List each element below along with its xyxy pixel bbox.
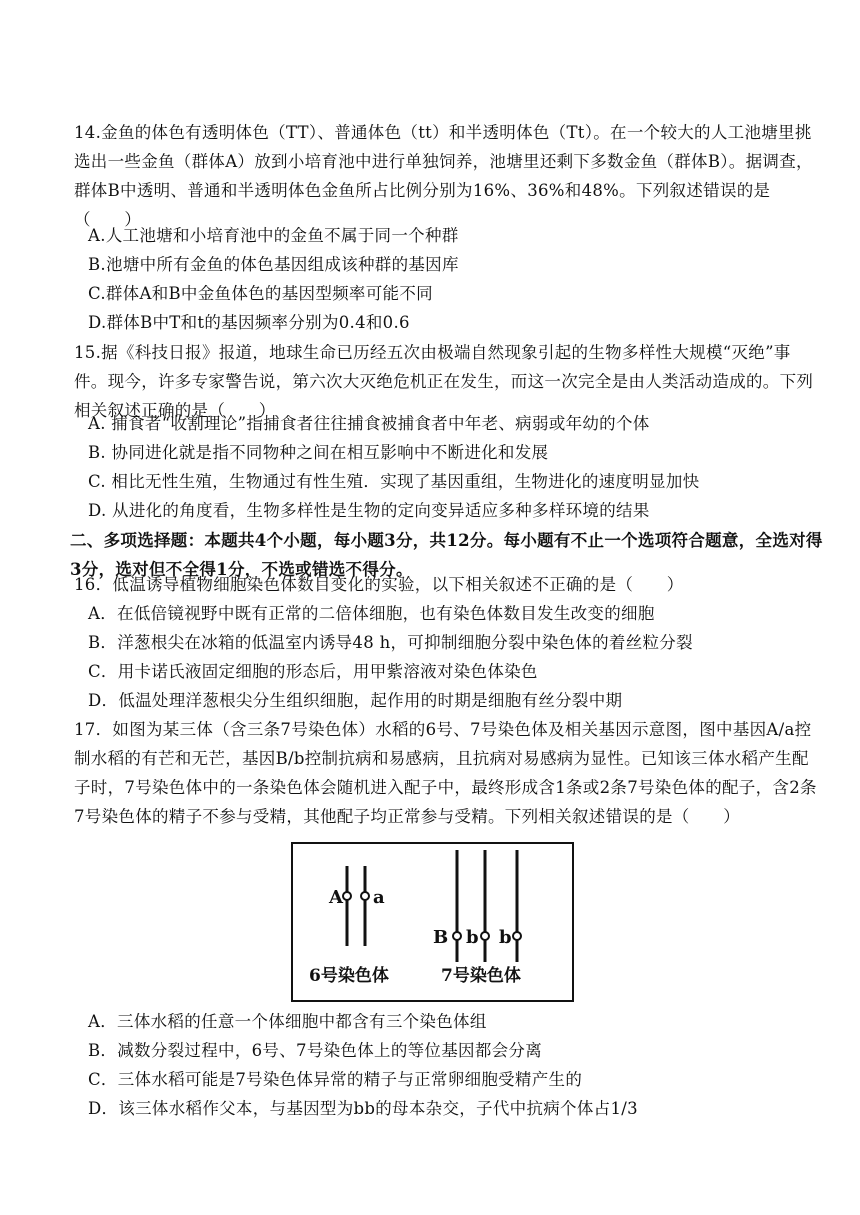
q14-option-c: C.群体A和B中金鱼体色的基因型频率可能不同 <box>88 284 433 303</box>
locus-a <box>361 892 369 900</box>
q17-option-c: C．三体水稻可能是7号染色体异常的精子与正常卵细胞受精产生的 <box>88 1070 583 1089</box>
gene-a-label: a <box>373 887 385 908</box>
chromosome-svg <box>293 844 572 1000</box>
q14-option-a: A.人工池塘和小培育池中的金鱼不属于同一个种群 <box>88 226 459 245</box>
chromosome-6-label: 6号染色体 <box>309 966 389 986</box>
q17-stem: 17．如图为某三体（含三条7号染色体）水稻的6号、7号染色体及相关基因示意图，图中基因A/a控制水稻的有芒和无芒，基因B/b控制抗病和易感病，且抗病对易感病为显性。已知该三体水稻产生配子时，7号染色体中的一条染色体会随机进入配子中，最终形成含1条或2条7号染色体的配子，含2条7号染色体的精子不参与受精，其他配子均正常参与受精。下列相关叙述错误的是（ ） <box>74 720 817 826</box>
q16-option-c: C．用卡诺氏液固定细胞的形态后，用甲紫溶液对染色体染色 <box>88 662 538 681</box>
q16-stem: 16．低温诱导植物细胞染色体数目变化的实验，以下相关叙述不正确的是（ ） <box>74 575 684 594</box>
section-2-heading: 二、多项选择题：本题共4个小题，每小题3分，共12分。每小题有不止一个选项符合题意，全选对得3分，选对但不全得1分，不选或错选不得分。 <box>70 531 823 579</box>
chromosome-7-label: 7号染色体 <box>441 966 521 986</box>
q14-stem: 14.金鱼的体色有透明体色（TT）、普通体色（tt）和半透明体色（Tt）。在一个较大的人工池塘里挑选出一些金鱼（群体A）放到小培育池中进行单独饲养，池塘里还剩下多数金鱼（群体B）。据调查，群体B中透明、普通和半透明体色金鱼所占比例分别为16%、36%和48%。下列叙述错误的是（ ） <box>74 123 813 229</box>
locus-B <box>453 932 461 940</box>
q17-option-d: D．该三体水稻作父本，与基因型为bb的母本杂交，子代中抗病个体占1/3 <box>88 1099 638 1118</box>
gene-A-label: A <box>329 887 343 908</box>
q16-option-b: B．洋葱根尖在冰箱的低温室内诱导48 h，可抑制细胞分裂中染色体的着丝粒分裂 <box>88 633 693 652</box>
q17-option-b: B．减数分裂过程中，6号、7号染色体上的等位基因都会分离 <box>88 1041 543 1060</box>
locus-A <box>343 892 351 900</box>
q16-option-d: D．低温处理洋葱根尖分生组织细胞，起作用的时期是细胞有丝分裂中期 <box>88 691 623 710</box>
q16-option-a: A．在低倍镜视野中既有正常的二倍体细胞，也有染色体数目发生改变的细胞 <box>88 604 655 623</box>
q14-option-d: D.群体B中T和t的基因频率分别为0.4和0.6 <box>88 313 410 332</box>
q15-option-a: A. 捕食者“收割理论”指捕食者往往捕食被捕食者中年老、病弱或年幼的个体 <box>88 414 650 433</box>
gene-b2-label: b <box>499 927 512 948</box>
q15-option-b: B. 协同进化就是指不同物种之间在相互影响中不断进化和发展 <box>88 443 549 462</box>
gene-b1-label: b <box>466 927 479 948</box>
q14-option-b: B.池塘中所有金鱼的体色基因组成该种群的基因库 <box>88 255 459 274</box>
q17-option-a: A．三体水稻的任意一个体细胞中都含有三个染色体组 <box>88 1012 487 1031</box>
q15-option-d: D. 从进化的角度看，生物多样性是生物的定向变异适应多种多样环境的结果 <box>88 501 650 520</box>
q15-stem: 15.据《科技日报》报道，地球生命已历经五次由极端自然现象引起的生物多样性大规模“灭绝”事件。现今，许多专家警告说，第六次大灭绝危机正在发生，而这一次完全是由人类活动造成的。下列相关叙述正确的是（ ） <box>74 343 814 420</box>
gene-B-label: B <box>433 927 449 948</box>
locus-b2 <box>513 932 521 940</box>
locus-b1 <box>481 932 489 940</box>
chromosome-diagram <box>291 842 574 1002</box>
q15-option-c: C. 相比无性生殖，生物通过有性生殖．实现了基因重组，生物进化的速度明显加快 <box>88 472 700 491</box>
